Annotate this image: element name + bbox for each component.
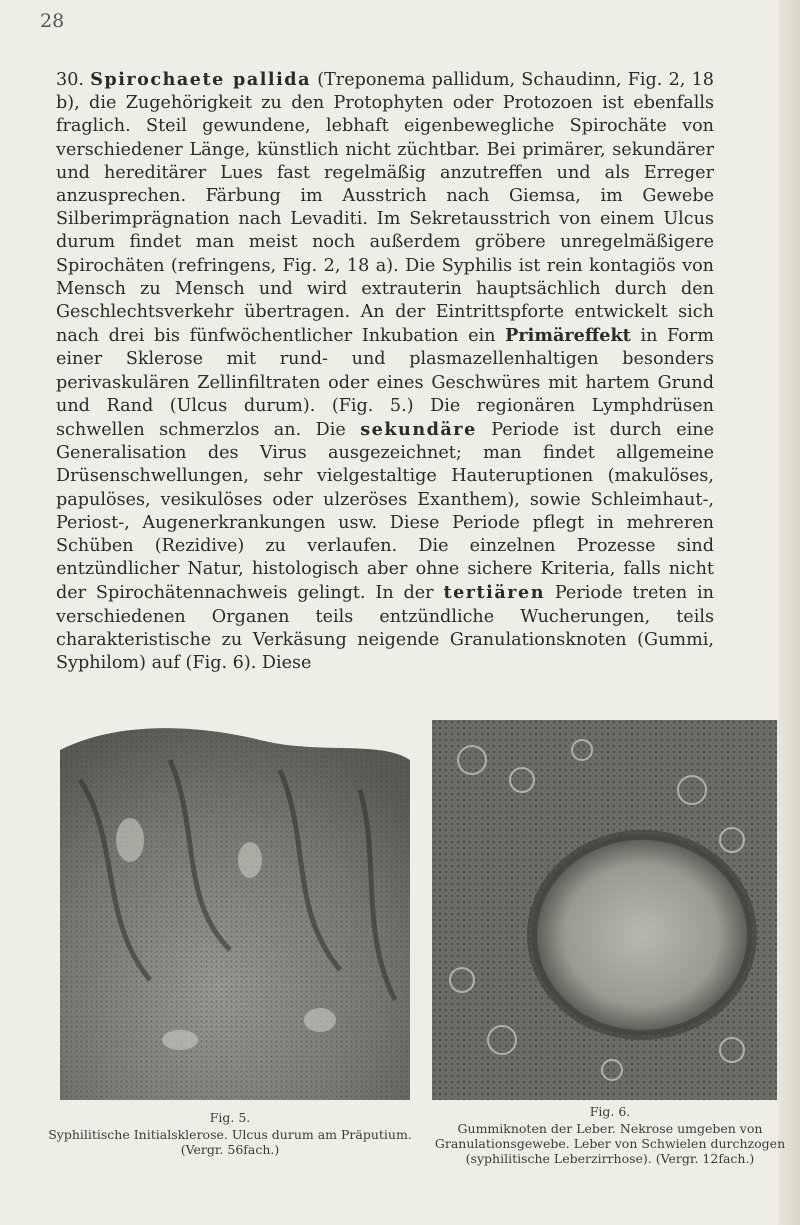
term-tertiaeren: tertiären bbox=[443, 582, 546, 604]
term-sekundaere: sekundäre bbox=[360, 419, 477, 441]
body-paragraph bbox=[56, 68, 714, 675]
paragraph-text-2: in Form einer Sklerose mit rund- und plasmazellenhaltigen besonders perivaskulären Zellinfiltraten oder eines Geschwüres mit hartem Grund und Rand (Ulcus durum). (Fig. 5.) Die regionären Lymphdrüsen schwellen schmerzlos an. Die bbox=[56, 326, 714, 441]
figure-6-caption-text: Gummiknoten der Leber. Nekrose umgeben von Granulationsgewebe. Leber von Schwielen durchzogen (syphilitische Leberzirrhose). (Vergr. 12fach.) bbox=[434, 1121, 786, 1166]
figure-5-micrograph bbox=[60, 720, 410, 1100]
page-number: 28 bbox=[40, 10, 65, 32]
figure-6-caption bbox=[430, 1104, 790, 1166]
paragraph-text-3: Periode ist durch eine Generalisation des Virus ausgezeichnet; man findet allgemeine Drüsenschwellungen, sehr vielgestaltige Hauteruptionen (makulöses, papulöses, vesikulöses oder ulzeröses Exanthem), sowie Schleimhaut-, Periost-, Augenerkrankungen usw. Diese Periode pflegt in mehreren Schüben (Rezidive) zu verlaufen. Die einzelnen Prozesse sind entzündlicher Natur, histologisch aber ohne sichere Kriteria, falls nicht der Spirochätennachweis gelingt. In der bbox=[56, 420, 714, 604]
figure-5-caption-text: Syphilitische Initialsklerose. Ulcus durum am Präputium. (Vergr. 56fach.) bbox=[48, 1127, 412, 1157]
figure-6-label: Fig. 6. bbox=[589, 1104, 631, 1119]
paragraph-text-1: (Treponema pallidum, Schaudinn, Fig. 2, 18 b), die Zugehörigkeit zu den Protophyten oder Protozoen ist ebenfalls fraglich. Steil gewundene, lebhaft eigenbewegliche Spirochäte von verschiedener Länge, künstlich nicht züchtbar. Bei primärer, sekundärer und hereditärer Lues fast regelmäßig anzutreffen und als Erreger anzusprechen. Färbung im Ausstrich nach Giemsa, im Gewebe Silberimprägnation nach Levaditi. Im Sekretausstrich von einem Ulcus durum findet man meist noch außerdem gröbere unregelmäßigere Spirochäten (refringens, Fig. 2, 18 a). Die Syphilis ist rein kontagiös von Mensch zu Mensch und wird extrauterin hauptsächlich durch den Geschlechtsverkehr übertragen. An der Eintrittspforte entwickelt sich nach drei bis fünfwöchentlicher Inkubation ein bbox=[56, 70, 714, 347]
page-edge bbox=[778, 0, 800, 1225]
figure-5-caption bbox=[30, 1110, 430, 1157]
paragraph-text-4: Periode treten in verschiedenen Organen teils entzündliche Wucherungen, teils charakteristische zu Verkäsung neigende Granulationsknoten (Gummi, Syphilom) auf (Fig. 6). Diese bbox=[56, 583, 714, 674]
term-spirochaete: Spirochaete pallida bbox=[90, 69, 311, 90]
term-primaereffekt: Primäreffekt bbox=[505, 325, 631, 347]
section-number: 30. bbox=[56, 70, 91, 90]
figure-6-micrograph bbox=[432, 720, 777, 1100]
figure-5-label: Fig. 5. bbox=[209, 1110, 251, 1125]
